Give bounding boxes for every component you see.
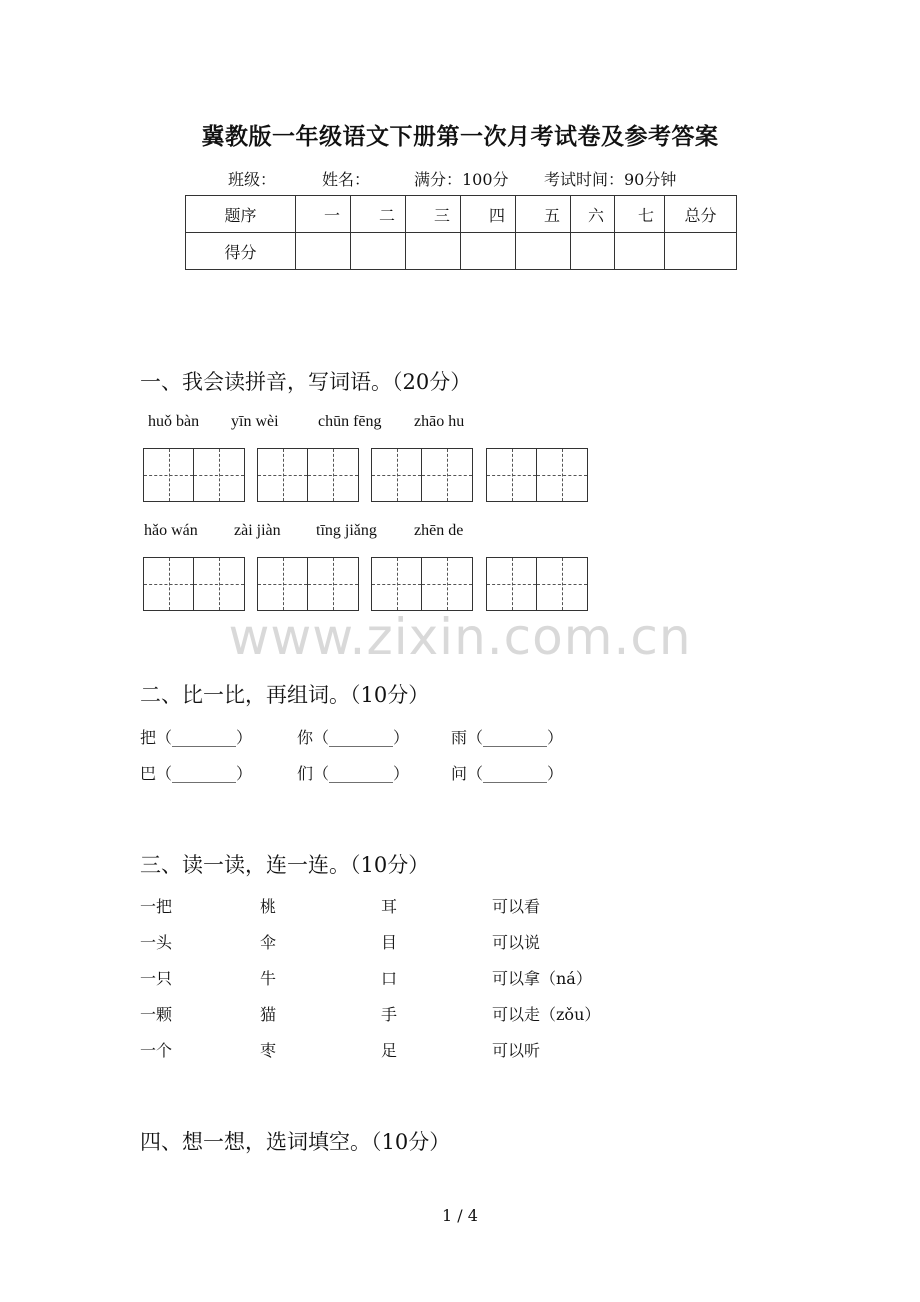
score-table-header-row [186, 196, 737, 233]
pinyin-label: zhēn de [414, 522, 464, 539]
body-part-word[interactable]: 足 [381, 1041, 398, 1060]
score-header-cell: 三 [406, 196, 461, 233]
section3-heading: 三、读一读，连一连。（10分） [140, 853, 430, 877]
writing-grid[interactable] [257, 448, 359, 502]
word-blank[interactable]: 巴（________） [140, 764, 253, 783]
section2-heading: 二、比一比，再组词。（10分） [140, 683, 430, 707]
function-word[interactable]: 可以听 [492, 1041, 541, 1060]
section1-heading: 一、我会读拼音，写词语。（20分） [140, 370, 472, 394]
pinyin-label: huǒ bàn [148, 413, 200, 430]
page-title: 冀教版一年级语文下册第一次月考试卷及参考答案 [201, 123, 719, 150]
noun-word[interactable]: 伞 [260, 933, 277, 952]
writing-grid[interactable] [143, 557, 245, 611]
page-number: 1 / 4 [442, 1206, 478, 1225]
name-label: 姓名： [322, 170, 371, 189]
score-input-cell[interactable] [615, 233, 665, 270]
score-header-cell: 七 [615, 196, 665, 233]
writing-grid[interactable] [486, 557, 588, 611]
writing-grid[interactable] [143, 448, 245, 502]
function-word[interactable]: 可以走（zǒu） [492, 1005, 601, 1024]
body-part-word[interactable]: 目 [381, 933, 398, 952]
score-header-cell: 四 [461, 196, 516, 233]
noun-word[interactable]: 枣 [260, 1041, 277, 1060]
writing-grid[interactable] [371, 557, 473, 611]
function-word[interactable]: 可以拿（ná） [492, 969, 592, 988]
score-row-label: 得分 [186, 233, 296, 270]
score-table-score-row [186, 233, 737, 270]
watermark: www.zixin.com.cn [228, 608, 692, 666]
measure-word[interactable]: 一把 [140, 897, 173, 916]
word-blank[interactable]: 雨（________） [451, 728, 564, 747]
full-score-label: 满分：100分 [414, 170, 509, 189]
class-label: 班级： [228, 170, 277, 189]
score-header-cell: 二 [351, 196, 406, 233]
measure-word[interactable]: 一只 [140, 969, 173, 988]
score-header-cell: 一 [296, 196, 351, 233]
measure-word[interactable]: 一颗 [140, 1005, 173, 1024]
word-blank[interactable]: 问（________） [451, 764, 564, 783]
writing-grid[interactable] [371, 448, 473, 502]
word-blank[interactable]: 把（________） [140, 728, 253, 747]
score-input-cell[interactable] [516, 233, 571, 270]
noun-word[interactable]: 牛 [260, 969, 277, 988]
score-header-cell: 六 [571, 196, 615, 233]
pinyin-label: chūn fēng [318, 413, 382, 430]
word-blank[interactable]: 你（________） [297, 728, 410, 747]
body-part-word[interactable]: 口 [381, 969, 398, 988]
score-table [185, 195, 737, 270]
function-word[interactable]: 可以看 [492, 897, 541, 916]
noun-word[interactable]: 猫 [260, 1005, 277, 1024]
score-input-cell[interactable] [296, 233, 351, 270]
score-header-cell: 题序 [186, 196, 296, 233]
score-input-cell[interactable] [571, 233, 615, 270]
writing-grid[interactable] [486, 448, 588, 502]
pinyin-label: zhāo hu [414, 413, 465, 430]
section4-heading: 四、想一想，选词填空。（10分） [140, 1130, 451, 1154]
pinyin-label: tīng jiǎng [316, 522, 377, 539]
score-input-cell[interactable] [351, 233, 406, 270]
measure-word[interactable]: 一头 [140, 933, 173, 952]
pinyin-label: hǎo wán [144, 522, 198, 539]
body-part-word[interactable]: 手 [381, 1005, 398, 1024]
score-input-cell[interactable] [406, 233, 461, 270]
pinyin-label: yīn wèi [231, 413, 279, 430]
exam-time-label: 考试时间：90分钟 [544, 170, 677, 189]
function-word[interactable]: 可以说 [492, 933, 541, 952]
body-part-word[interactable]: 耳 [381, 897, 398, 916]
score-input-cell[interactable] [665, 233, 737, 270]
pinyin-label: zài jiàn [234, 522, 281, 539]
score-header-cell: 五 [516, 196, 571, 233]
noun-word[interactable]: 桃 [260, 897, 277, 916]
word-blank[interactable]: 们（________） [297, 764, 410, 783]
score-header-cell: 总分 [665, 196, 737, 233]
score-input-cell[interactable] [461, 233, 516, 270]
measure-word[interactable]: 一个 [140, 1041, 173, 1060]
writing-grid[interactable] [257, 557, 359, 611]
